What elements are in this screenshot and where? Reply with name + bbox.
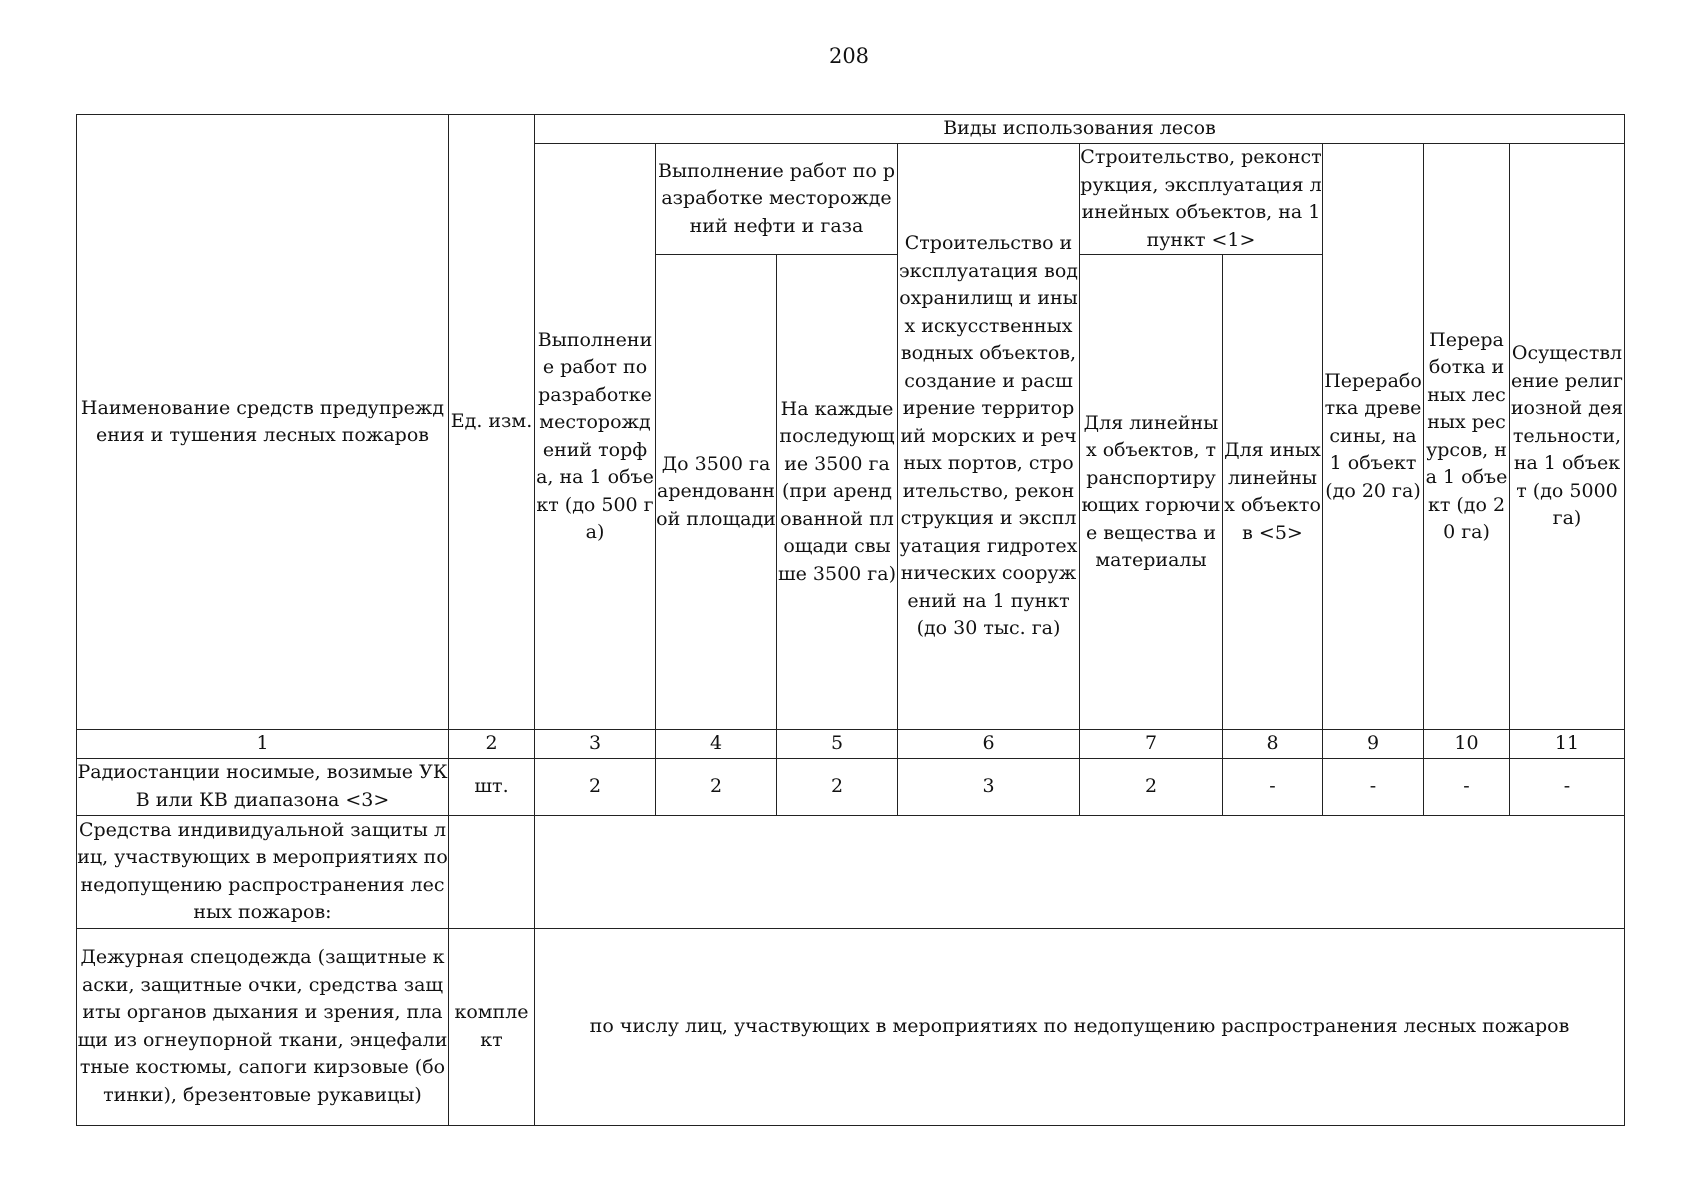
header-col3: Выполнение работ по разработке месторождений торфа, на 1 объект (до 500 га) <box>535 144 656 730</box>
header-col4: До 3500 га арендованной площади <box>656 255 777 730</box>
header-unit-col: Ед. изм. <box>449 115 535 730</box>
row-value: 3 <box>898 758 1080 815</box>
column-number: 2 <box>449 730 535 759</box>
row-value: - <box>1223 758 1323 815</box>
table-row <box>77 758 1625 815</box>
row-name: Средства индивидуальной защиты лиц, участвующих в мероприятиях по недопущению распространения лесных пожаров: <box>77 815 449 928</box>
row-value: - <box>1510 758 1625 815</box>
table-row <box>77 928 1625 1125</box>
header-col11: Осуществление религиозной деятельности, на 1 объект (до 5000 га) <box>1510 144 1625 730</box>
header-col8: Для иных линейных объектов <5> <box>1223 255 1323 730</box>
column-number-row <box>77 730 1625 759</box>
header-col9: Переработка древесины, на 1 объект (до 20 га) <box>1323 144 1424 730</box>
header-col7: Для линейных объектов, транспортирующих горючие вещества и материалы <box>1080 255 1223 730</box>
column-number: 9 <box>1323 730 1424 759</box>
header-col10: Переработка иных лесных ресурсов, на 1 объект (до 20 га) <box>1424 144 1510 730</box>
header-oil-gas-group: Выполнение работ по разработке месторождений нефти и газа <box>656 144 898 255</box>
row-unit: комплект <box>449 928 535 1125</box>
row-value: 2 <box>1080 758 1223 815</box>
column-number: 10 <box>1424 730 1510 759</box>
header-name-col: Наименование средств предупреждения и тушения лесных пожаров <box>77 115 449 730</box>
column-number: 7 <box>1080 730 1223 759</box>
column-number: 6 <box>898 730 1080 759</box>
row-unit-empty <box>449 815 535 928</box>
column-number: 11 <box>1510 730 1625 759</box>
column-number: 5 <box>777 730 898 759</box>
table-row <box>77 815 1625 928</box>
column-number: 1 <box>77 730 449 759</box>
row-value: 2 <box>535 758 656 815</box>
row-value: 2 <box>777 758 898 815</box>
row-value: - <box>1424 758 1510 815</box>
column-number: 3 <box>535 730 656 759</box>
row-value: - <box>1323 758 1424 815</box>
column-number: 8 <box>1223 730 1323 759</box>
row-unit: шт. <box>449 758 535 815</box>
row-merged-value: по числу лиц, участвующих в мероприятиях по недопущению распространения лесных пожаров <box>535 928 1625 1125</box>
header-group-title: Виды использования лесов <box>535 115 1625 144</box>
column-number: 4 <box>656 730 777 759</box>
header-linear-group: Строительство, реконструкция, эксплуатация линейных объектов, на 1 пункт <1> <box>1080 144 1323 255</box>
row-value: 2 <box>656 758 777 815</box>
row-merged-empty <box>535 815 1625 928</box>
header-col6: Строительство и эксплуатация водохранилищ и иных искусственных водных объектов, создание и расширение территорий морских и речных портов, строительство, реконструкция и эксплуатация гидротехнических сооружений на 1 пункт (до 30 тыс. га) <box>898 144 1080 730</box>
page-number: 208 <box>828 44 870 68</box>
fire-equipment-table <box>76 114 1625 1126</box>
row-name: Радиостанции носимые, возимые УКВ или КВ диапазона <3> <box>77 758 449 815</box>
header-col5: На каждые последующие 3500 га (при арендованной площади свыше 3500 га) <box>777 255 898 730</box>
row-name: Дежурная спецодежда (защитные каски, защитные очки, средства защиты органов дыхания и зрения, плащи из огнеупорной ткани, энцефалитные костюмы, сапоги кирзовые (ботинки), брезентовые рукавицы) <box>77 928 449 1125</box>
